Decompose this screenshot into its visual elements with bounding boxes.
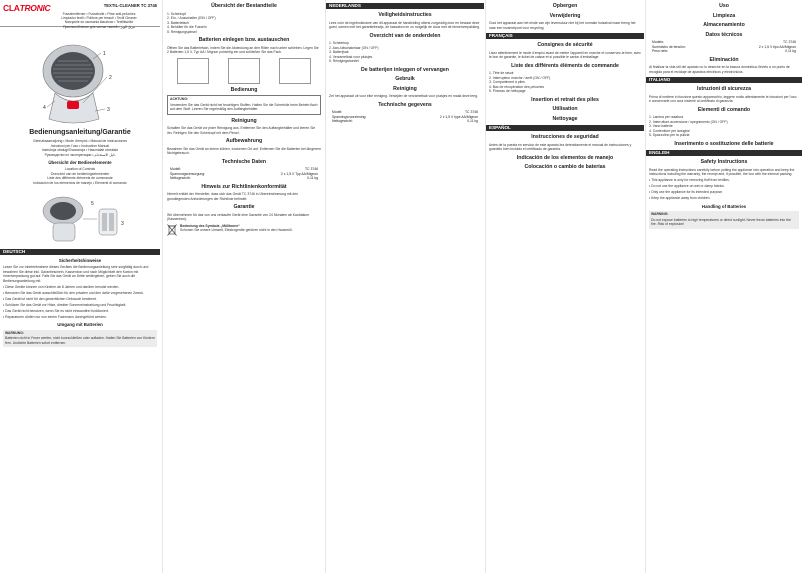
spec-row: Spanningsvoorziening: 2 x 1,5 V type AA/Mignon — [332, 114, 478, 119]
figure — [279, 58, 311, 84]
lang-bar-nl: NEDERLANDS — [326, 3, 484, 9]
en-battery-title: Handling of Batteries — [701, 203, 747, 209]
use-title: Bedienung — [230, 86, 258, 93]
clean-title: Reinigung — [231, 117, 257, 124]
lang-bar-de: DEUTSCH — [0, 249, 160, 255]
directive-text: Hiermit erklärt der Hersteller, dass sich das Gerät TC 3746 in Übereinstimmung mit den grundlegenden Anforderungen der Richtlinie befindet. — [167, 192, 299, 201]
clean-text: Schalten Sie das Gerät vor jeder Reinigung aus. Entfernen Sie den Auffangbehälter und leeren Sie ihn. Reinigen Sie den Scherkopf mit dem Pinsel. — [167, 126, 316, 135]
en-safety-title: Safety Instructions — [700, 159, 748, 165]
safety-item: • Diese Geräte können von Kindern ab 8 Jahren und darüber benutzt werden. — [3, 284, 120, 289]
panel-nl — [326, 0, 484, 573]
nl-disposal-text: Gooi het apparaat aan het einde van zijn levensduur niet bij het normale huisafval maar breng het naar een inzamelpunt voor recycling. — [489, 21, 636, 30]
nl-data-title: Technische gegevens — [378, 101, 432, 108]
nl-contents-list: 1. Scheerkop 2. Aan-/uitschakelaar (ON / OFF) 3. Batterijvak 4. Verzamelbak voor pluisjes 5. Reinigingsborstel — [329, 41, 379, 63]
safety-item: • Das Gerät nicht benutzen, wenn Sie es nicht einwandfrei funktioniert. — [3, 308, 109, 313]
es-safety-title: Instrucciones de seguridad — [531, 134, 599, 140]
fr-clean-title: Nettoyage — [552, 115, 578, 122]
nl-storage-title: Opbergen — [552, 3, 578, 9]
panel-de — [164, 0, 324, 573]
spec-row: Model: TC 3746 — [332, 110, 478, 114]
contents-list: 1. Scherkopf 2. Ein- / Ausschalter (EIN / OFF) 3. Batteriefach 4. Behälter für die Fusseln 5. Reinigungspinsel — [167, 11, 216, 34]
use-warning: ACHTUNG: Verwenden Sie das Gerät nicht bei feuchtigen Stoffen. Halten Sie die Scherfolie beim Betrieb flach auf dem Stoff. Leeren Sie regelmäßig den Auffangbehälter. — [167, 95, 321, 115]
en-safety-item: • Keep the appliance away from children. — [649, 196, 711, 200]
spec-row: Peso neto: 0,11 kg — [652, 49, 796, 53]
it-contents-title: Elementi di comando — [697, 106, 751, 113]
nl-battery-title: De batterijen inleggen of vervangen — [361, 66, 449, 73]
fr-safety-title: Consignes de sécurité — [537, 42, 593, 48]
nl-contents-title: Overzicht van de onderdelen — [369, 32, 441, 39]
spec-row: Nettogewicht: 0,11 kg — [170, 176, 318, 180]
svg-text:3: 3 — [121, 221, 124, 227]
en-safety-text: Read the operating instructions carefully before putting the appliance into operation and keep the instructions including the warranty, the receipt and, if possible, the box with the internal packing. — [649, 167, 795, 176]
nl-disposal-title: Verwijdering — [549, 12, 581, 19]
es-data-title: Datos técnicos — [705, 31, 743, 38]
panel-es-it-en — [646, 0, 802, 573]
svg-text:5: 5 — [91, 201, 94, 207]
disposal-block: Bedeutung des Symbols „Mülltonne“ Schonen Sie unsere Umwelt, Elektrogeräte gehören nicht in den Hausmüll. — [167, 224, 321, 236]
en-safety-item: • Do not use the appliance on wet or damp fabrics. — [649, 184, 725, 188]
lang-bar-fr: FRANÇAIS — [486, 33, 644, 39]
safety-item: • Reparaturen dürfen nur von einem Fachmann durchgeführt werden. — [3, 314, 107, 319]
panel-cover — [0, 0, 160, 573]
it-safety-title: Istruzioni di sicurezza — [697, 86, 751, 92]
warranty-title: Garantie — [233, 204, 255, 210]
en-battery-warning: WARNING: Do not expose batteries to high temperatures or direct sunlight. Never throw batteries into the fire. Risk of explosion! — [649, 211, 799, 229]
manual-lines: Gebruiksaanwijzing • Mode d'emploi • Manual de instrucciones Istruzioni per l'uso • Instruction Manual Instrukcja obsługi/Gwarancja • Használati útmutató Руководство по эксплуатации • دليل الاستخدام — [32, 139, 128, 157]
fr-contents-title: Liste des différents éléments de commande — [511, 62, 619, 69]
en-safety-item: • This appliance is only for removing fluff from textiles. — [649, 178, 730, 182]
es-use-title: Uso — [719, 3, 729, 9]
safety-text: Lesen Sie vor Inbetriebnahme dieses Gerätes die Bedienungsanleitung sehr sorgfältig durch und bewahren Sie diese inkl. Garantieschein, Kassenbon und nach Möglichkeit den Karton mit Innenverpackung gut auf. Falls Sie das Gerät an Dritte weitergeben, geben Sie auch die Bedienungsanleitung mit. — [3, 265, 149, 283]
nl-body: Zet het apparaat uit voor elke reiniging. Verwijder de verzamelbak voor pluisjes en maak deze leeg. — [329, 94, 478, 98]
es-safety-text: Antes de la puesta en servicio de este aparato lea detenidamente el manual de instrucciones y guárdelo bien incluido el certificado de garantía. — [489, 142, 632, 151]
nl-safety-text: Lees vóór de ingebruikname van dit apparaat de handleiding uiterst zorgvuldig door en bewaar deze goed, samen met het garantiebewijs, de kassabon en zo mogelijk de doos met de binnenverpakking. — [329, 20, 480, 29]
safety-item: • Schützen Sie das Gerät vor Hitze, direkter Sonneneinstrahlung und Feuchtigkeit. — [3, 302, 127, 307]
svg-text:4: 4 — [43, 105, 46, 111]
fr-use-title: Utilisation — [552, 106, 578, 112]
nl-use-title: Gebruik — [395, 76, 415, 82]
storage-text: Bewahren Sie das Gerät an einem kühlen, trockenen Ort auf. Entfernen Sie die Batterien bei längerem Nichtgebrauch. — [167, 146, 321, 155]
svg-text:3: 3 — [107, 107, 110, 113]
manual-title: Bedienungsanleitung/Garantie — [29, 129, 131, 136]
battery-warning: WARNUNG: Batterien nicht in Feuer werfen, nicht kurzschließen oder aufladen. Halten Sie Batterien von Kindern fern. Undichte Batterien sofort entfernen. — [3, 330, 157, 348]
overview-lines: Location of Controls Overzicht van de bedieningselementen Liste des différents éléments de commande Indicación de los elementos de manejo • Elementi di comando — [33, 167, 127, 185]
spec-row: Spannungsversorgung: 2 x 1,5 V Typ AA/Mignon — [170, 171, 318, 176]
product-exploded-view — [3, 189, 157, 245]
figure — [228, 58, 260, 84]
data-title: Technische Daten — [221, 158, 266, 165]
spec-row: Suministro de tensión: 2 x 1,5 V tipo AA/Mignon — [652, 44, 796, 49]
model-label: TEXTIL-CLEANER TC 3746 — [103, 3, 157, 8]
figure — [177, 58, 209, 84]
contents-title: Übersicht der Bestandteile — [211, 3, 277, 9]
svg-text:2: 2 — [109, 75, 112, 81]
es-disposal-title: Eliminación — [709, 56, 739, 63]
spec-row: Modelo: TC 3746 — [652, 40, 796, 44]
brand-logo: CLATRONIC — [3, 3, 51, 13]
lang-bar-it: ITALIANO — [646, 77, 802, 83]
lang-bar-en: ENGLISH — [646, 150, 802, 156]
it-battery-title: Inserimento o sostituzione delle batterie — [674, 140, 774, 147]
crossed-bin-icon — [167, 224, 177, 236]
spec-row: Nettogewicht: 0,11 kg — [332, 119, 478, 123]
overview-title: Übersicht der Bedienelemente — [48, 160, 112, 165]
nl-safety-title: Veiligheidsinstructies — [378, 12, 432, 18]
directive-title: Hinweis zur Richtlinienkonformität — [201, 183, 287, 190]
fr-safety-text: Lisez attentivement le mode d'emploi avant de mettre l'appareil en marche et conservez-le bien, avec le bon de garantie, le ticket de caisse et si possible le carton d'emballage. — [489, 50, 641, 59]
en-safety-item: • Only use the appliance for its intended purpose. — [649, 190, 723, 194]
fr-battery-title: Insertion et retrait des piles — [531, 96, 599, 103]
header — [0, 0, 160, 27]
battery-title: Umgang mit Batterien — [57, 322, 103, 327]
spec-row: Modell: TC 3746 — [170, 167, 318, 171]
battery-figures — [168, 58, 320, 84]
storage-title: Aufbewahrung — [225, 138, 263, 144]
warranty-text: Wir übernehmen für das von uns verkaufte Gerät eine Garantie von 24 Monaten ab Kaufdatum (Kassenbon). — [167, 212, 310, 221]
svg-text:1: 1 — [103, 51, 106, 57]
es-disposal-text: Al finalizar la vida útil del aparato no lo deseche en la basura doméstica; llévelo a un punto de recogida para el reciclaje de aparatos eléctricos y electrónicos. — [649, 65, 790, 74]
product-illustration — [3, 31, 157, 125]
battery-insert-title: Batterien einlegen bzw. austauschen — [198, 37, 290, 43]
nl-clean-title: Reiniging — [393, 85, 417, 92]
product-subtitles: Fusselentferner • Fusselrolle • Prise anti-peluches Limpiador textil • Pulitore per tessuti • Textil Cleaner Narzędzie do usuwania kłaczków • Textiltisztító Приспособление для чистки тканей • مزيل الوبر — [61, 12, 137, 29]
safety-item: • Das Gerät ist nicht für den gewerblichen Gebrauch bestimmt. — [3, 296, 97, 301]
safety-title: Sicherheitshinweise — [58, 258, 102, 263]
it-safety-text: Prima di mettere in funzione questo apparecchio, leggere molto attentamente le istruzioni per l'uso e conservarle con cura insieme al certificato di garanzia. — [649, 94, 797, 103]
panel-fr-es — [486, 0, 644, 573]
es-contents-title: Indicación de los elementos de manejo — [516, 154, 614, 161]
it-contents-list: 1. Lamina per rasatura 2. Interruttore accensione / spegnimento (ON / OFF) 3. Vano batterie 4. Contenitore per lanugine 5. Spazzolino per la pulizia — [649, 115, 728, 137]
fr-contents-list: 1. Tête de rasoir 2. Interrupteur marche / arrêt (ON / OFF) 3. Compartiment à piles 4. Bac de récupération des peluches 5. Pinceau de nettoyage — [489, 71, 551, 93]
es-storage-title: Almacenamiento — [703, 22, 745, 28]
es-battery-title: Colocación o cambio de baterías — [524, 164, 606, 170]
lang-bar-es: ESPAÑOL — [486, 125, 644, 131]
es-clean-title: Limpieza — [712, 12, 736, 19]
battery-insert-text: Öffnen Sie das Batteriefach, indem Sie die Abdeckung an den Rillen nach unten schieben. Legen Sie 2 Batterien 1,5 V, Typ AA / Mignon polrichtig ein und schließen Sie das Fach. — [167, 45, 319, 54]
safety-item: • Benutzen Sie das Gerät ausschließlich für den privaten und den dafür vorgesehenen Zweck. — [3, 290, 144, 295]
